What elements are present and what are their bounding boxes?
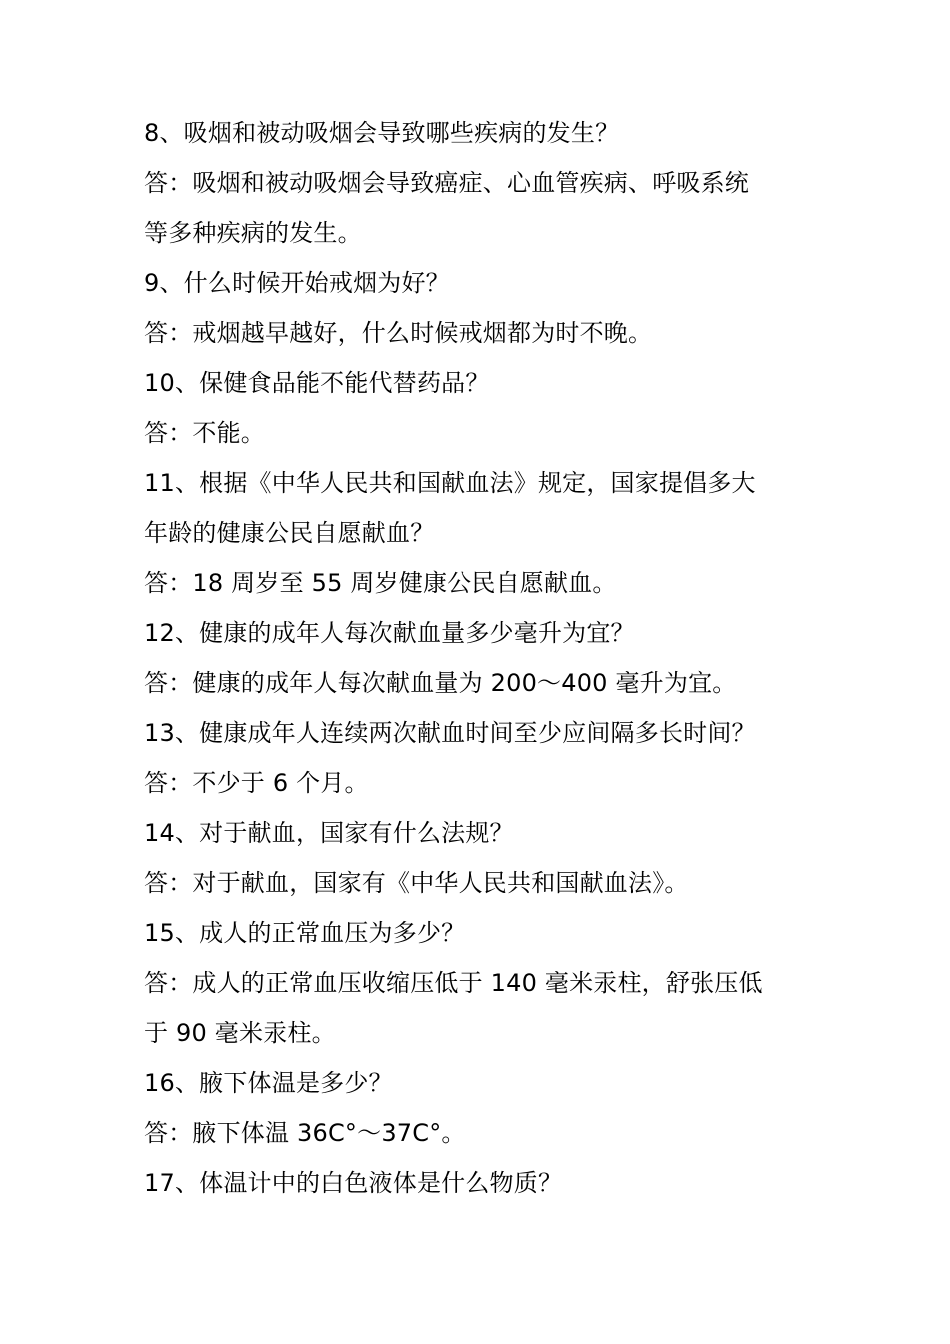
question-line: 14、对于献血，国家有什么法规？ bbox=[144, 819, 514, 847]
answer-line: 答：18 周岁至 55 周岁健康公民自愿献血。 bbox=[144, 569, 617, 597]
document-body bbox=[144, 108, 794, 1208]
answer-line: 答：腋下体温 36C°～37C°。 bbox=[144, 1119, 466, 1147]
answer-line: 答：不能。 bbox=[144, 419, 265, 447]
question-line: 15、成人的正常血压为多少？ bbox=[144, 919, 466, 947]
question-line: 12、健康的成年人每次献血量多少毫升为宜？ bbox=[144, 619, 635, 647]
question-line: 13、健康成年人连续两次献血时间至少应间隔多长时间？ bbox=[144, 719, 756, 747]
question-line: 17、体温计中的白色液体是什么物质？ bbox=[144, 1169, 563, 1197]
question-line: 9、什么时候开始戒烟为好？ bbox=[144, 269, 450, 297]
answer-line: 答：戒烟越早越好，什么时候戒烟都为时不晚。 bbox=[144, 319, 653, 347]
question-line-continued: 年龄的健康公民自愿献血？ bbox=[144, 519, 435, 547]
question-line: 16、腋下体温是多少？ bbox=[144, 1069, 393, 1097]
answer-line-continued: 于 90 毫米汞柱。 bbox=[144, 1019, 336, 1047]
answer-line-continued: 等多种疾病的发生。 bbox=[144, 219, 362, 247]
answer-line: 答：健康的成年人每次献血量为 200～400 毫升为宜。 bbox=[144, 669, 737, 697]
answer-line: 答：吸烟和被动吸烟会导致癌症、心血管疾病、呼吸系统 bbox=[144, 169, 749, 197]
answer-line: 答：对于献血，国家有《中华人民共和国献血法》。 bbox=[144, 869, 689, 897]
answer-line: 答：成人的正常血压收缩压低于 140 毫米汞柱，舒张压低 bbox=[144, 969, 763, 997]
answer-line: 答：不少于 6 个月。 bbox=[144, 769, 369, 797]
question-line: 11、根据《中华人民共和国献血法》规定，国家提倡多大 bbox=[144, 469, 756, 497]
question-line: 8、吸烟和被动吸烟会导致哪些疾病的发生？ bbox=[144, 119, 620, 147]
question-line: 10、保健食品能不能代替药品？ bbox=[144, 369, 490, 397]
